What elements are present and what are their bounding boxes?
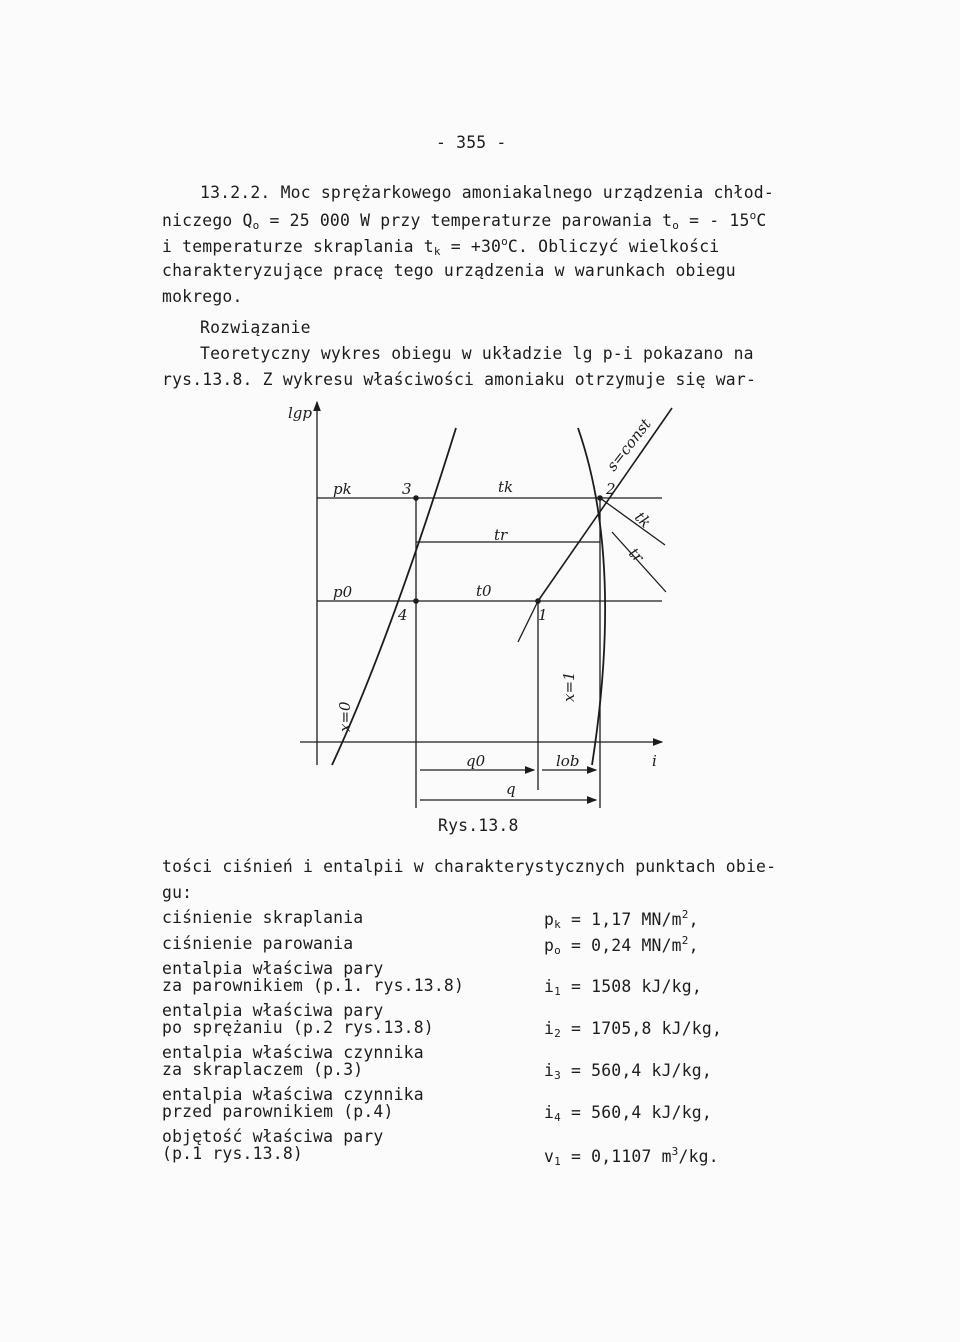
q0-label: q0 — [466, 752, 486, 770]
solution-heading: Rozwiązanie — [200, 318, 311, 337]
result-label-i2: entalpia właściwa pary po sprężaniu (p.2 rys.13.8) — [162, 1001, 434, 1037]
result-label-i4: entalpia właściwa czynnika przed parownikiem (p.4) — [162, 1085, 424, 1121]
point-2 — [597, 495, 603, 501]
tr-isotherm — [612, 532, 666, 592]
figure-caption: Rys.13.8 — [438, 816, 519, 835]
result-label-pk: ciśnienie skraplania — [162, 908, 364, 927]
solution-line-1: Teoretyczny wykres obiegu w układzie lg p-i pokazano na — [200, 344, 754, 363]
y-axis-label: lgp — [288, 404, 313, 422]
point-4 — [413, 598, 419, 604]
continuation-line-2: gu: — [162, 883, 193, 902]
point-2-label: 2 — [606, 480, 616, 498]
tk-isotherm-label: tk — [631, 508, 655, 532]
point-3 — [413, 495, 419, 501]
s-const-label: s=const — [602, 415, 655, 475]
result-label-v1: objętość właściwa pary (p.1 rys.13.8) — [162, 1127, 384, 1163]
result-value-i4: $i_4 = 560,4$ kJ/kg, — [544, 1103, 712, 1124]
tk-label: tk — [498, 478, 514, 496]
problem-line-3: i temperaturze skraplania $t_k = +30^oC$. Obliczyć wielkości — [162, 235, 720, 258]
t0-isotherm — [518, 601, 538, 642]
solution-line-2: rys.13.8. Z wykresu właściwości amoniaku otrzymuje się war- — [162, 370, 757, 389]
result-value-i2: $i_2 = 1705,8$ kJ/kg, — [544, 1019, 723, 1040]
x1-label: x=1 — [560, 671, 578, 702]
problem-line-5: mokrego. — [162, 287, 243, 306]
point-4-label: 4 — [398, 606, 408, 624]
x-axis-label: i — [652, 752, 657, 770]
point-1-label: 1 — [538, 606, 548, 624]
problem-line-2: niczego $Q_o = 25$ 000 W przy temperaturze parowania $t_o$ = - 15$^o$C — [162, 209, 767, 232]
x0-label: x=0 — [336, 701, 354, 732]
q-label: q — [506, 780, 516, 798]
result-label-p0: ciśnienie parowania — [162, 934, 354, 953]
pk-label: pk — [333, 480, 352, 498]
result-value-p0: $p_o = 0,24$ $MN/m^2$, — [544, 934, 699, 957]
problem-number: 13.2.2. — [200, 183, 271, 202]
tr-label: tr — [494, 526, 508, 544]
p0-label: p0 — [333, 583, 353, 601]
result-label-i1: entalpia właściwa pary za parownikiem (p.1. rys.13.8) — [162, 959, 465, 995]
point-1 — [535, 598, 541, 604]
t0-label: t0 — [476, 582, 492, 600]
saturated-vapor-curve-x1 — [578, 428, 605, 765]
result-value-i3: $i_3 = 560,4$ kJ/kg, — [544, 1061, 712, 1082]
page-number: - 355 - — [436, 133, 507, 152]
result-value-v1: $v_1 = 0,1107$ $m^3/kg$. — [544, 1145, 719, 1168]
result-value-i1: $i_1 = 1508$ kJ/kg, — [544, 977, 702, 998]
problem-line-4: charakteryzujące pracę tego urządzenia w warunkach obiegu — [162, 261, 736, 280]
lob-label: lob — [556, 752, 580, 770]
result-label-i3: entalpia właściwa czynnika za skraplaczem (p.3) — [162, 1043, 424, 1079]
point-3-label: 3 — [402, 480, 412, 498]
result-value-pk: $p_k = 1,17$ $MN/m^2$, — [544, 908, 699, 931]
problem-line-1: 13.2.2. Moc sprężarkowego amoniakalnego urządzenia chłod- — [200, 183, 774, 202]
tr-isotherm-label: tr — [625, 544, 648, 567]
continuation-line-1: tości ciśnień i entalpii w charakterystycznych punktach obie- — [162, 857, 777, 876]
